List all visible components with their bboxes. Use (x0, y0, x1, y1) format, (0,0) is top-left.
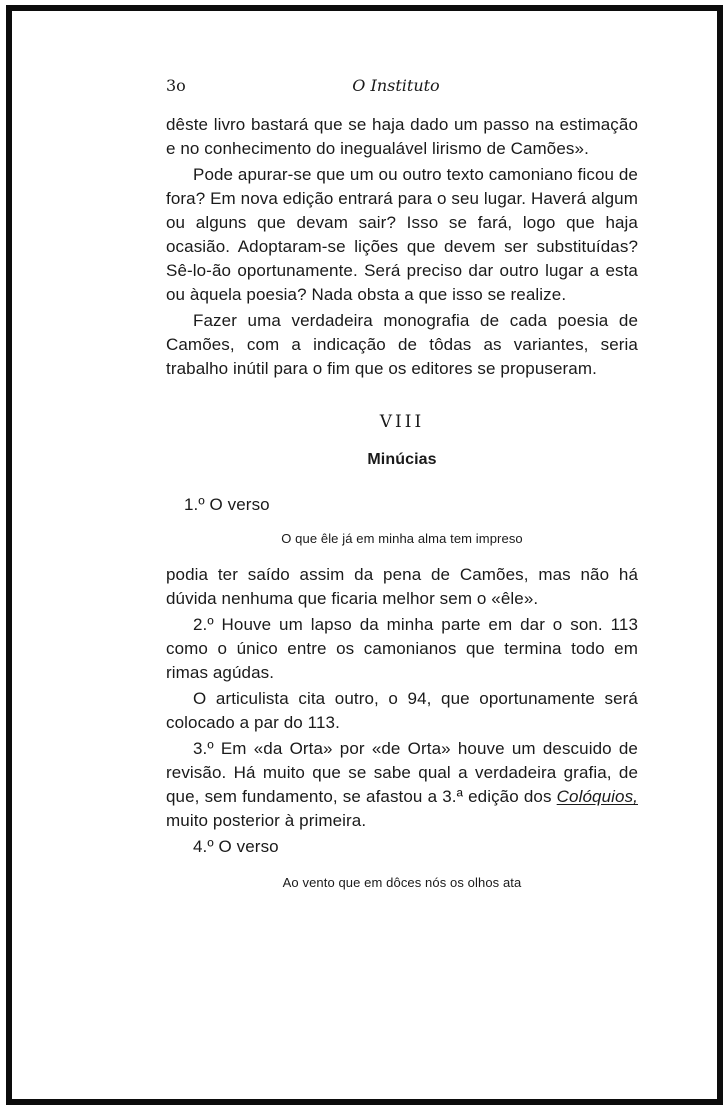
item-3-text-b: muito posterior à primeira. (166, 811, 367, 830)
item-4-heading: 4.º O verso (193, 837, 279, 856)
item-3-paragraph (166, 737, 638, 833)
page-frame (6, 5, 723, 1105)
section-numeral: VIII (379, 412, 425, 432)
paragraph-monografia: Fazer uma verdadeira monografia de cada poesia de Camões, com a indicação de tôdas as variantes, seria trabalho inútil para o fim que os editores se propuseram. (166, 311, 638, 378)
document-page (12, 11, 717, 1099)
quoted-verse-2: Ao vento que em dôces nós os olhos ata (282, 875, 522, 890)
item-1-heading: 1.º O verso (184, 495, 270, 514)
paragraph-continuation: dêste livro bastará que se haja dado um passo na estimação e no conhecimento do inegualável lirismo de Camões». (166, 115, 638, 158)
page-number: 3o (166, 76, 186, 95)
page-body (166, 113, 638, 893)
section-title: Minúcias (367, 451, 437, 468)
quoted-verse-1: O que êle já em minha alma tem impreso (281, 531, 523, 546)
running-title: O Instituto (352, 76, 440, 95)
item-3-text-a: 3.º Em «da Orta» por «de Orta» houve um descuido de revisão. Há muito que se sabe qual a verdadeira grafia, de que, sem fundamento, se afastou a 3.ª edição dos (166, 739, 638, 806)
item-2-paragraph: 2.º Houve um lapso da minha parte em dar o son. 113 como o único entre os camonianos que termina todo em rimas agúdas. (166, 615, 638, 682)
paragraph-texto-camoniano: Pode apurar-se que um ou outro texto camoniano ficou de fora? Em nova edição entrará para o seu lugar. Haverá algum ou alguns que devam sair? Isso se fará, logo que haja ocasião. Adoptaram-se lições que devem ser substituídas? Sê-lo-ão oportunamente. Será preciso dar outro lugar a esta ou àquela poesia? Nada obsta a que isso se realize. (166, 165, 638, 304)
item-2-continuation: O articulista cita outro, o 94, que oportunamente será colocado a par do 113. (166, 689, 638, 732)
page-header (166, 73, 626, 99)
item-1-commentary: podia ter saído assim da pena de Camões, mas não há dúvida nenhuma que ficaria melhor sem o «êle». (166, 565, 638, 608)
coloquios-title: Colóquios, (556, 787, 638, 806)
